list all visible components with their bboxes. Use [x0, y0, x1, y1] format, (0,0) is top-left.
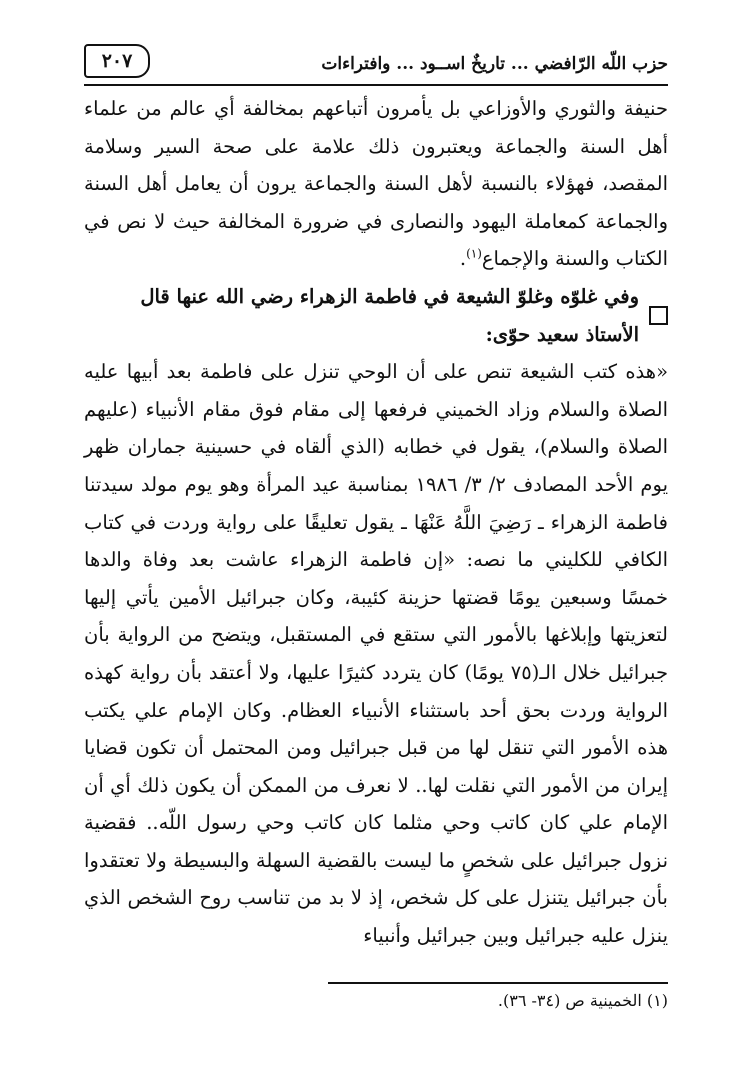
quote-paragraph: «هذه كتب الشيعة تنص على أن الوحي تنزل على فاطمة بعد أبيها عليه الصلاة والسلام وزاد الخميني فرفعها إلى مقام فوق مقام الأنبياء (عليهم الصلاة والسلام)، يقول في خطابه (الذي ألقاه في حسينية جماران ظهر يوم الأحد المصادف ٢/ ٣/ ١٩٨٦ بمناسبة عيد المرأة وهو يوم مولد سيدتنا فاطمة الزهراء ـ رَضِيَ اللَّهُ عَنْهَا ـ يقول تعليقًا على رواية وردت في كتاب الكافي للكليني ما نصه: «إن فاطمة الزهراء عاشت بعد وفاة والدها خمسًا وسبعين يومًا قضتها حزينة كئيبة، وكان جبرائيل الأمين يأتي إليها لتعزيتها وإبلاغها بالأمور التي ستقع في المستقبل، ويتضح من الرواية بأن جبرائيل خلال الـ(٧٥ يومًا) كان يتردد كثيرًا عليها، ولا أعتقد بأن رواية كهذه الرواية وردت بحق أحد باستثناء الأنبياء العظام. وكان الإمام علي يكتب هذه الأمور التي تنقل لها من قبل جبرائيل ومن المحتمل أن تكون قضايا إيران من الأمور التي نقلت لها.. لا نعرف من الممكن أن يكون ذلك أي أن الإمام علي كان كاتب وحي مثلما كان كاتب وحي رسول اللّه.. فقضية نزول جبرائيل على شخصٍ ما ليست بالقضية السهلة والبسيطة ولا تعتقدوا بأن جبرائيل يتنزل على كل شخص، إذ لا بد من تناسب روح الشخص الذي ينزل عليه جبرائيل وبين جبرائيل وأنبياء: [84, 360, 668, 948]
running-header: [84, 42, 668, 86]
main-text: [84, 90, 668, 955]
running-title: حزب اللّه الرّافضي ... تاريخٌ اســود ... وافتراءات: [321, 54, 668, 74]
section-heading: [84, 278, 668, 353]
footnote-reference: (١): [466, 246, 482, 261]
footnote-text: الخمينية ص (٣٤- ٣٦).: [497, 991, 642, 1010]
square-bullet-icon: [649, 306, 668, 325]
page-number: ٢٠٧: [84, 44, 150, 78]
section-heading-text: وفي غلوّه وغلوّ الشيعة في فاطمة الزهراء رضي الله عنها قال الأستاذ سعيد حوّى:: [140, 284, 639, 346]
intro-paragraph: [84, 90, 668, 278]
intro-paragraph-text: حنيفة والثوري والأوزاعي بل يأمرون أتباعهم بمخالفة أي عالم من علماء أهل السنة والجماعة ويعتبرون ذلك علامة على صحة السير وسلامة المقصد، فهؤلاء بالنسبة لأهل السنة والجماعة يرون أن يعامل أهل السنة والجماعة كمعاملة اليهود والنصارى في ضرورة المخالفة حيث لا نص في الكتاب والسنة والإجماع: [84, 97, 668, 271]
footnote-divider: [328, 982, 668, 984]
footnote: [84, 990, 668, 1012]
footnote-marker: (١): [646, 991, 668, 1010]
intro-paragraph-end: .: [459, 247, 467, 271]
header-divider: [84, 84, 668, 86]
